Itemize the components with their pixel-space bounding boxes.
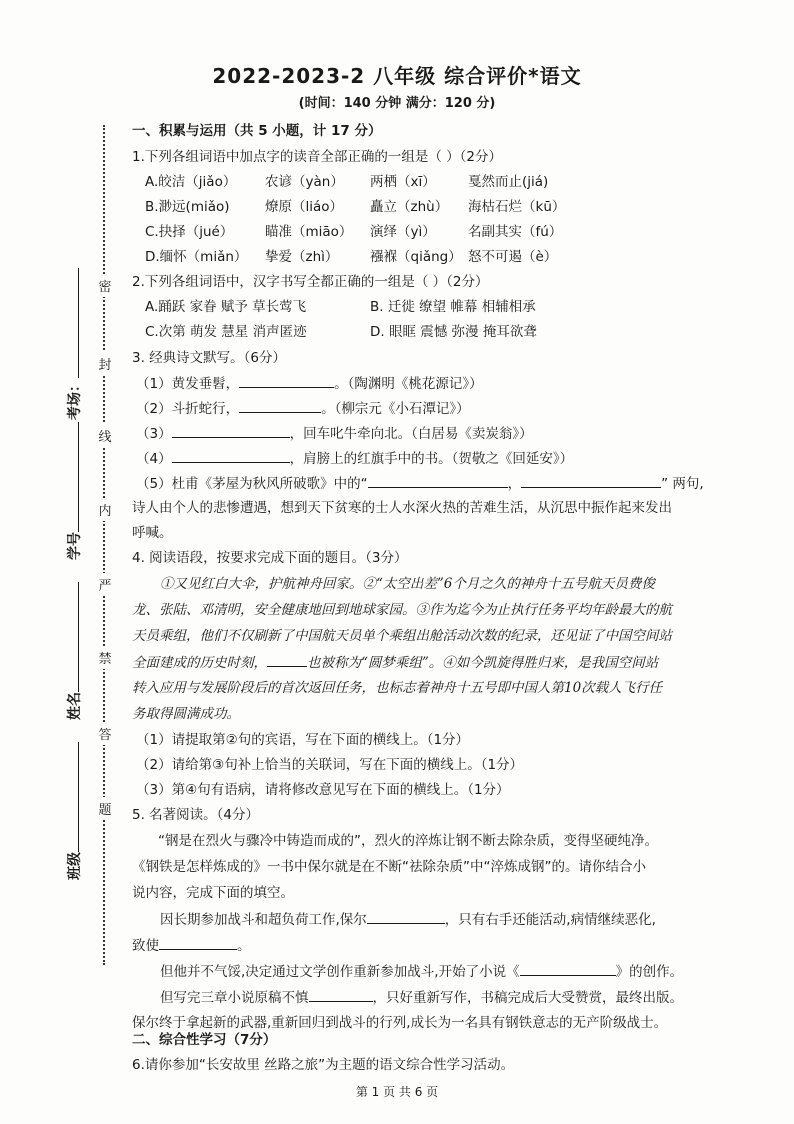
q4-sub-2: （2）请给第③句补上恰当的关联词，写在下面的横线上。（1分） (136, 757, 524, 773)
q5-text: 保尔终于拿起新的武器,重新回归到战斗的行列,成长为一名具有钢铁意志的无产阶级战士。 (132, 1015, 668, 1031)
q5-blank-4[interactable] (309, 987, 373, 1002)
q5-fill-1 (160, 909, 656, 930)
exam-room-field[interactable] (64, 268, 84, 420)
seal-char: 严 (96, 573, 114, 596)
question-3-stem: 3. 经典诗文默写。（6分） (132, 350, 287, 366)
student-id-blank[interactable] (64, 422, 79, 532)
seal-char: 禁 (96, 646, 114, 669)
q1-option: 戛然而止(jiá) (468, 174, 549, 190)
q3-l1-source: 。（陶渊明《桃花源记》） (334, 376, 483, 392)
q1-option: 演绎（yì） (370, 224, 436, 240)
q2-option-c: C.次第 萌发 慧星 消声匿迹 (145, 324, 307, 340)
seal-char: 题 (96, 797, 114, 820)
question-4-stem: 4. 阅读语段，按要求完成下面的题目。（3分） (132, 550, 408, 566)
q1-option: 农谚（yàn） (265, 174, 344, 190)
q3-l1-text: （1）黄发垂髫， (136, 376, 240, 392)
q1-option: 名副其实（fú） (468, 224, 563, 240)
section-heading: 一、积累与运用（共 5 小题，计 17 分） (132, 123, 382, 139)
q1-option: 瞄准（miāo） (265, 224, 353, 240)
q1-option: B.渺远(miǎo) (145, 199, 230, 215)
q5-fill-4 (160, 987, 683, 1008)
seal-char: 密 (96, 274, 114, 297)
name-field[interactable] (64, 582, 84, 720)
q5-text: 《钢铁是怎样炼成的》一书中保尔就是在不断“祛除杂质”中“淬炼成钢”的。请你结合小 (132, 859, 646, 875)
q3-l5-text: （5）杜甫《茅屋为秋风所破歌》中的“ (136, 476, 368, 492)
q3-l3-blank[interactable] (172, 423, 290, 438)
q1-option: A.皎洁（jiǎo） (145, 174, 237, 190)
q3-l2-source: 。（柳宗元《小石潭记》） (321, 401, 470, 417)
q5-blank-2[interactable] (159, 935, 237, 950)
q1-option: 怒不可遏（è） (468, 249, 558, 265)
q3-l3-text: （3） (136, 426, 172, 442)
q3-line-3 (136, 423, 533, 444)
q1-option: 两栖（xī） (370, 174, 436, 190)
question-5-stem: 5. 名著阅读。（4分） (132, 807, 260, 823)
q1-option: 矗立（zhù） (370, 199, 449, 215)
seal-char: 封 (96, 352, 114, 375)
seal-char: 线 (96, 424, 114, 447)
q1-option: D.缅怀（miǎn） (145, 249, 248, 265)
q5-text: ，只有右手还能活动,病情继续恶化, (444, 912, 656, 928)
section-heading: 二、综合性学习（7分） (132, 1032, 277, 1048)
q4-passage-blank[interactable] (267, 652, 307, 667)
class-label: 班级 (67, 852, 83, 880)
q4-passage (132, 652, 658, 673)
q5-text: 因长期参加战斗和超负荷工作,保尔 (160, 912, 367, 928)
question-6-stem: 6.请你参加“长安故里 丝路之旅”为主题的语文综合性学习活动。 (132, 1057, 515, 1073)
q3-l4-text: （4） (136, 451, 172, 467)
q5-text: 但写完三章小说原稿不慎 (160, 990, 309, 1006)
exam-room-label: 考场： (67, 378, 83, 420)
q5-text: 说内容，完成下面的填空。 (132, 885, 294, 901)
q2-option-d: D. 眼眶 震憾 弥漫 掩耳欲聋 (370, 324, 537, 340)
class-blank[interactable] (64, 742, 79, 852)
name-blank[interactable] (64, 582, 79, 692)
q5-text: 致使 (132, 938, 159, 954)
q3-l2-text: （2）斗折蛇行， (136, 401, 240, 417)
q4-passage: 务取得圆满成功。 (132, 706, 240, 722)
class-field[interactable] (64, 742, 84, 880)
q1-option: 海枯石烂（kū） (468, 199, 566, 215)
q5-text: 》的创作。 (615, 964, 684, 980)
q5-blank-1[interactable] (367, 909, 445, 924)
q3-line-4 (136, 448, 573, 469)
q4-sub-1: （1）请提取第②句的宾语，写在下面的横线上。（1分） (136, 732, 470, 748)
q3-l5-blank-2[interactable] (521, 473, 661, 488)
q3-line-5-cont: 诗人由个人的悲惨遭遇，想到天下贫寒的士人水深火热的苦难生活，从沉思中振作起来发出 (132, 500, 672, 516)
binding-dotted-line (103, 125, 105, 965)
q3-l5-tail: ” 两句, (661, 476, 704, 492)
q4-passage: 天员乘组，他们不仅刷新了中国航天员单个乘组出舱活动次数的纪录，还见证了中国空间站 (132, 628, 672, 644)
q4-passage-text: 也被称为“圆梦乘组”。④如今凯旋得胜归来，是我国空间站 (307, 655, 659, 671)
exam-info: (时间：140 分钟 满分：120 分) (298, 96, 496, 111)
exam-room-blank[interactable] (64, 268, 79, 378)
seal-char: 答 (96, 722, 114, 745)
q4-passage-text: 全面建成的历史时刻， (132, 655, 267, 671)
name-label: 姓名 (67, 692, 83, 720)
q2-option-b: B. 迁徙 缭望 帷幕 相辅相承 (370, 299, 536, 315)
q5-fill-2 (132, 935, 251, 956)
q5-text: ，只好重新写作，书稿完成后大受赞赏，最终出版。 (372, 990, 683, 1006)
q5-text: 但他并不气馁,决定通过文学创作重新参加战斗,开始了小说《 (160, 964, 520, 980)
q5-blank-3[interactable] (520, 961, 616, 976)
student-id-label: 学号 (67, 532, 83, 560)
q4-sub-3: （3）第④句有语病，请将修改意见写在下面的横线上。（1分） (136, 782, 510, 798)
q3-l5-blank-1[interactable] (368, 473, 508, 488)
q3-l4-blank[interactable] (172, 448, 290, 463)
q1-option: C.抉择（jué） (145, 224, 234, 240)
q5-fill-3 (160, 961, 683, 982)
q4-passage: ①又见红白大伞，护航神舟回家。②“太空出差”6个月之久的神舟十五号航天员费俊 (160, 576, 655, 592)
q3-line-2 (136, 398, 470, 419)
q1-option: 襁褓（qiǎng） (370, 249, 462, 265)
question-1-stem: 1.下列各组词语中加点字的读音全部正确的一组是（ ）（2分） (132, 149, 503, 165)
q3-l3-source: ，回车叱牛牵向北。（白居易《卖炭翁》） (289, 426, 533, 442)
q3-l2-blank[interactable] (239, 398, 321, 413)
q1-option: 挚爱（zhì） (265, 249, 339, 265)
page-number: 第 1 页 共 6 页 (355, 1085, 439, 1099)
q4-passage: 龙、张陆、邓清明，安全健康地回到地球家园。③作为迄今为止执行任务平均年龄最大的航 (132, 602, 672, 618)
seal-char: 内 (96, 498, 114, 521)
q3-l4-source: ，肩膀上的红旗手中的书。（贺敬之《回延安》） (289, 451, 574, 467)
q2-option-a: A.踊跃 家眷 赋予 草长莺飞 (145, 299, 307, 315)
page-title: 2022-2023-2 八年级 综合评价*语文 (212, 64, 582, 88)
q3-line-5-end: 呼喊。 (132, 525, 173, 541)
q4-passage: 转入应用与发展阶段后的首次返回任务，也标志着神舟十五号即中国人第10次载人飞行任 (132, 680, 663, 696)
q1-option: 燎原（liáo） (265, 199, 344, 215)
student-id-field[interactable] (64, 422, 84, 560)
q3-line-1 (136, 373, 483, 394)
q3-line-5: （5）杜甫《茅屋为秋风所破歌》中的“ ， ” 两句, (136, 473, 704, 494)
question-2-stem: 2.下列各组词语中，汉字书写全都正确的一组是（ ）（2分） (132, 274, 489, 290)
q3-l1-blank[interactable] (239, 373, 334, 388)
q5-text: “钢是在烈火与骤冷中铸造而成的”，烈火的淬炼让钢不断去除杂质，变得坚硬纯净。 (158, 833, 658, 849)
q5-text: 。 (237, 938, 251, 954)
